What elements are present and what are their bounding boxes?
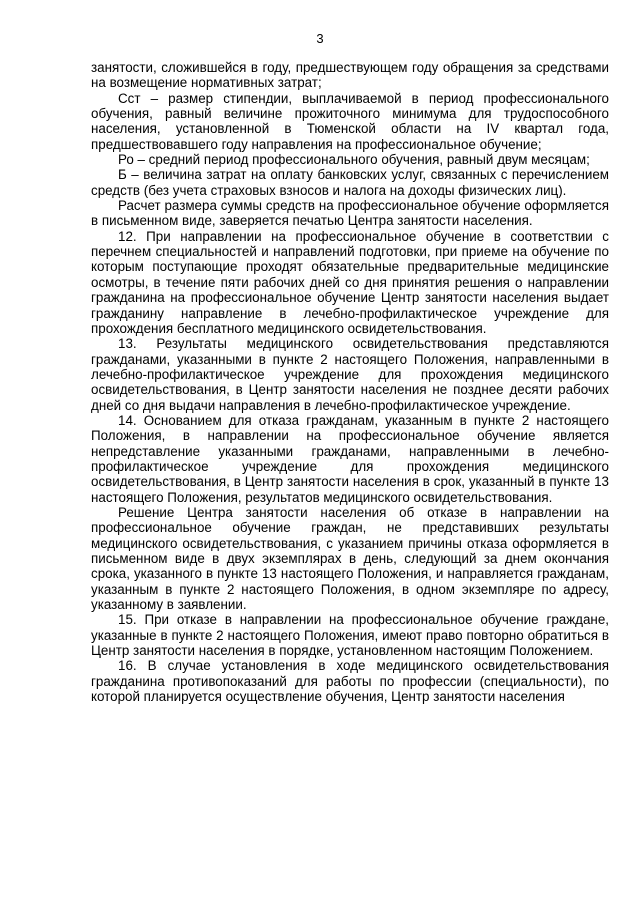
paragraph-stipend-definition: Сст – размер стипендии, выплачиваемой в период профессионального обучения, равный величине прожиточного минимума для трудоспособного населения, установленной в Тюменской области на IV квартал года, предшествовавшего году направления на профессиональное обучение; (91, 90, 609, 152)
paragraph-item-12: 12. При направлении на профессиональное обучение в соответствии с перечнем специальностей и направлений подготовки, при приеме на обучение по которым поступающие проходят обязательные предварительные медицинские осмотры, в течение пяти рабочих дней со дня принятия решения о направлении гражданина на профессиональное обучение Центр занятости населения выдает гражданину направление в лечебно-профилактическое учреждение для прохождения бесплатного медицинского освидетельствования. (91, 228, 609, 336)
page-number: 3 (316, 31, 324, 46)
paragraph-refusal-decision: Решение Центра занятости населения об отказе в направлении на профессиональное обучение граждан, не представивших результаты медицинского освидетельствования, с указанием причины отказа оформляется в письменном виде в двух экземплярах в день, следующий за днем окончания срока, указанного в пункте 13 настоящего Положения, и направляется гражданам, указанным в пункте 2 настоящего Положения, в одном экземпляре по адресу, указанному в заявлении. (91, 504, 609, 613)
paragraph-calculation-formalization: Расчет размера суммы средств на профессиональное обучение оформляется в письменном виде, заверяется печатью Центра занятости населения. (91, 198, 609, 229)
paragraph-continuation: занятости, сложившейся в году, предшествующем году обращения за средствами на возмещение нормативных затрат; (91, 60, 609, 91)
paragraph-item-13: 13. Результаты медицинского освидетельствования представляются гражданами, указанными в пункте 2 настоящего Положения, направленными в лечебно-профилактическое учреждение для прохождения медицинского освидетельствования, в Центр занятости населения не позднее десяти рабочих дней со дня выдачи направления в лечебно-профилактическое учреждение. (91, 336, 609, 413)
document-body (91, 60, 609, 704)
paragraph-period-definition: Ро – средний период профессионального обучения, равный двум месяцам; (118, 152, 590, 168)
paragraph-item-15: 15. При отказе в направлении на профессиональное обучение граждане, указанные в пункте 2 настоящего Положения, имеют право повторно обратиться в Центр занятости населения в порядке, установленном настоящим Положением. (91, 612, 609, 659)
paragraph-item-16: 16. В случае установления в ходе медицинского освидетельствования гражданина противопоказаний для работы по профессии (специальности), по которой планируется осуществление обучения, Центр занятости населения (91, 658, 609, 705)
paragraph-bank-costs-definition: Б – величина затрат на оплату банковских услуг, связанных с перечислением средств (без учета страховых взносов и налога на доходы физических лиц). (91, 167, 609, 198)
paragraph-item-14: 14. Основанием для отказа гражданам, указанным в пункте 2 настоящего Положения, в направлении на профессиональное обучение является непредставление указанными гражданами, направленными в лечебно-профилактическое учреждение для прохождения медицинского освидетельствования, в Центр занятости населения в срок, указанный в пункте 13 настоящего Положения, результатов медицинского освидетельствования. (91, 412, 609, 505)
